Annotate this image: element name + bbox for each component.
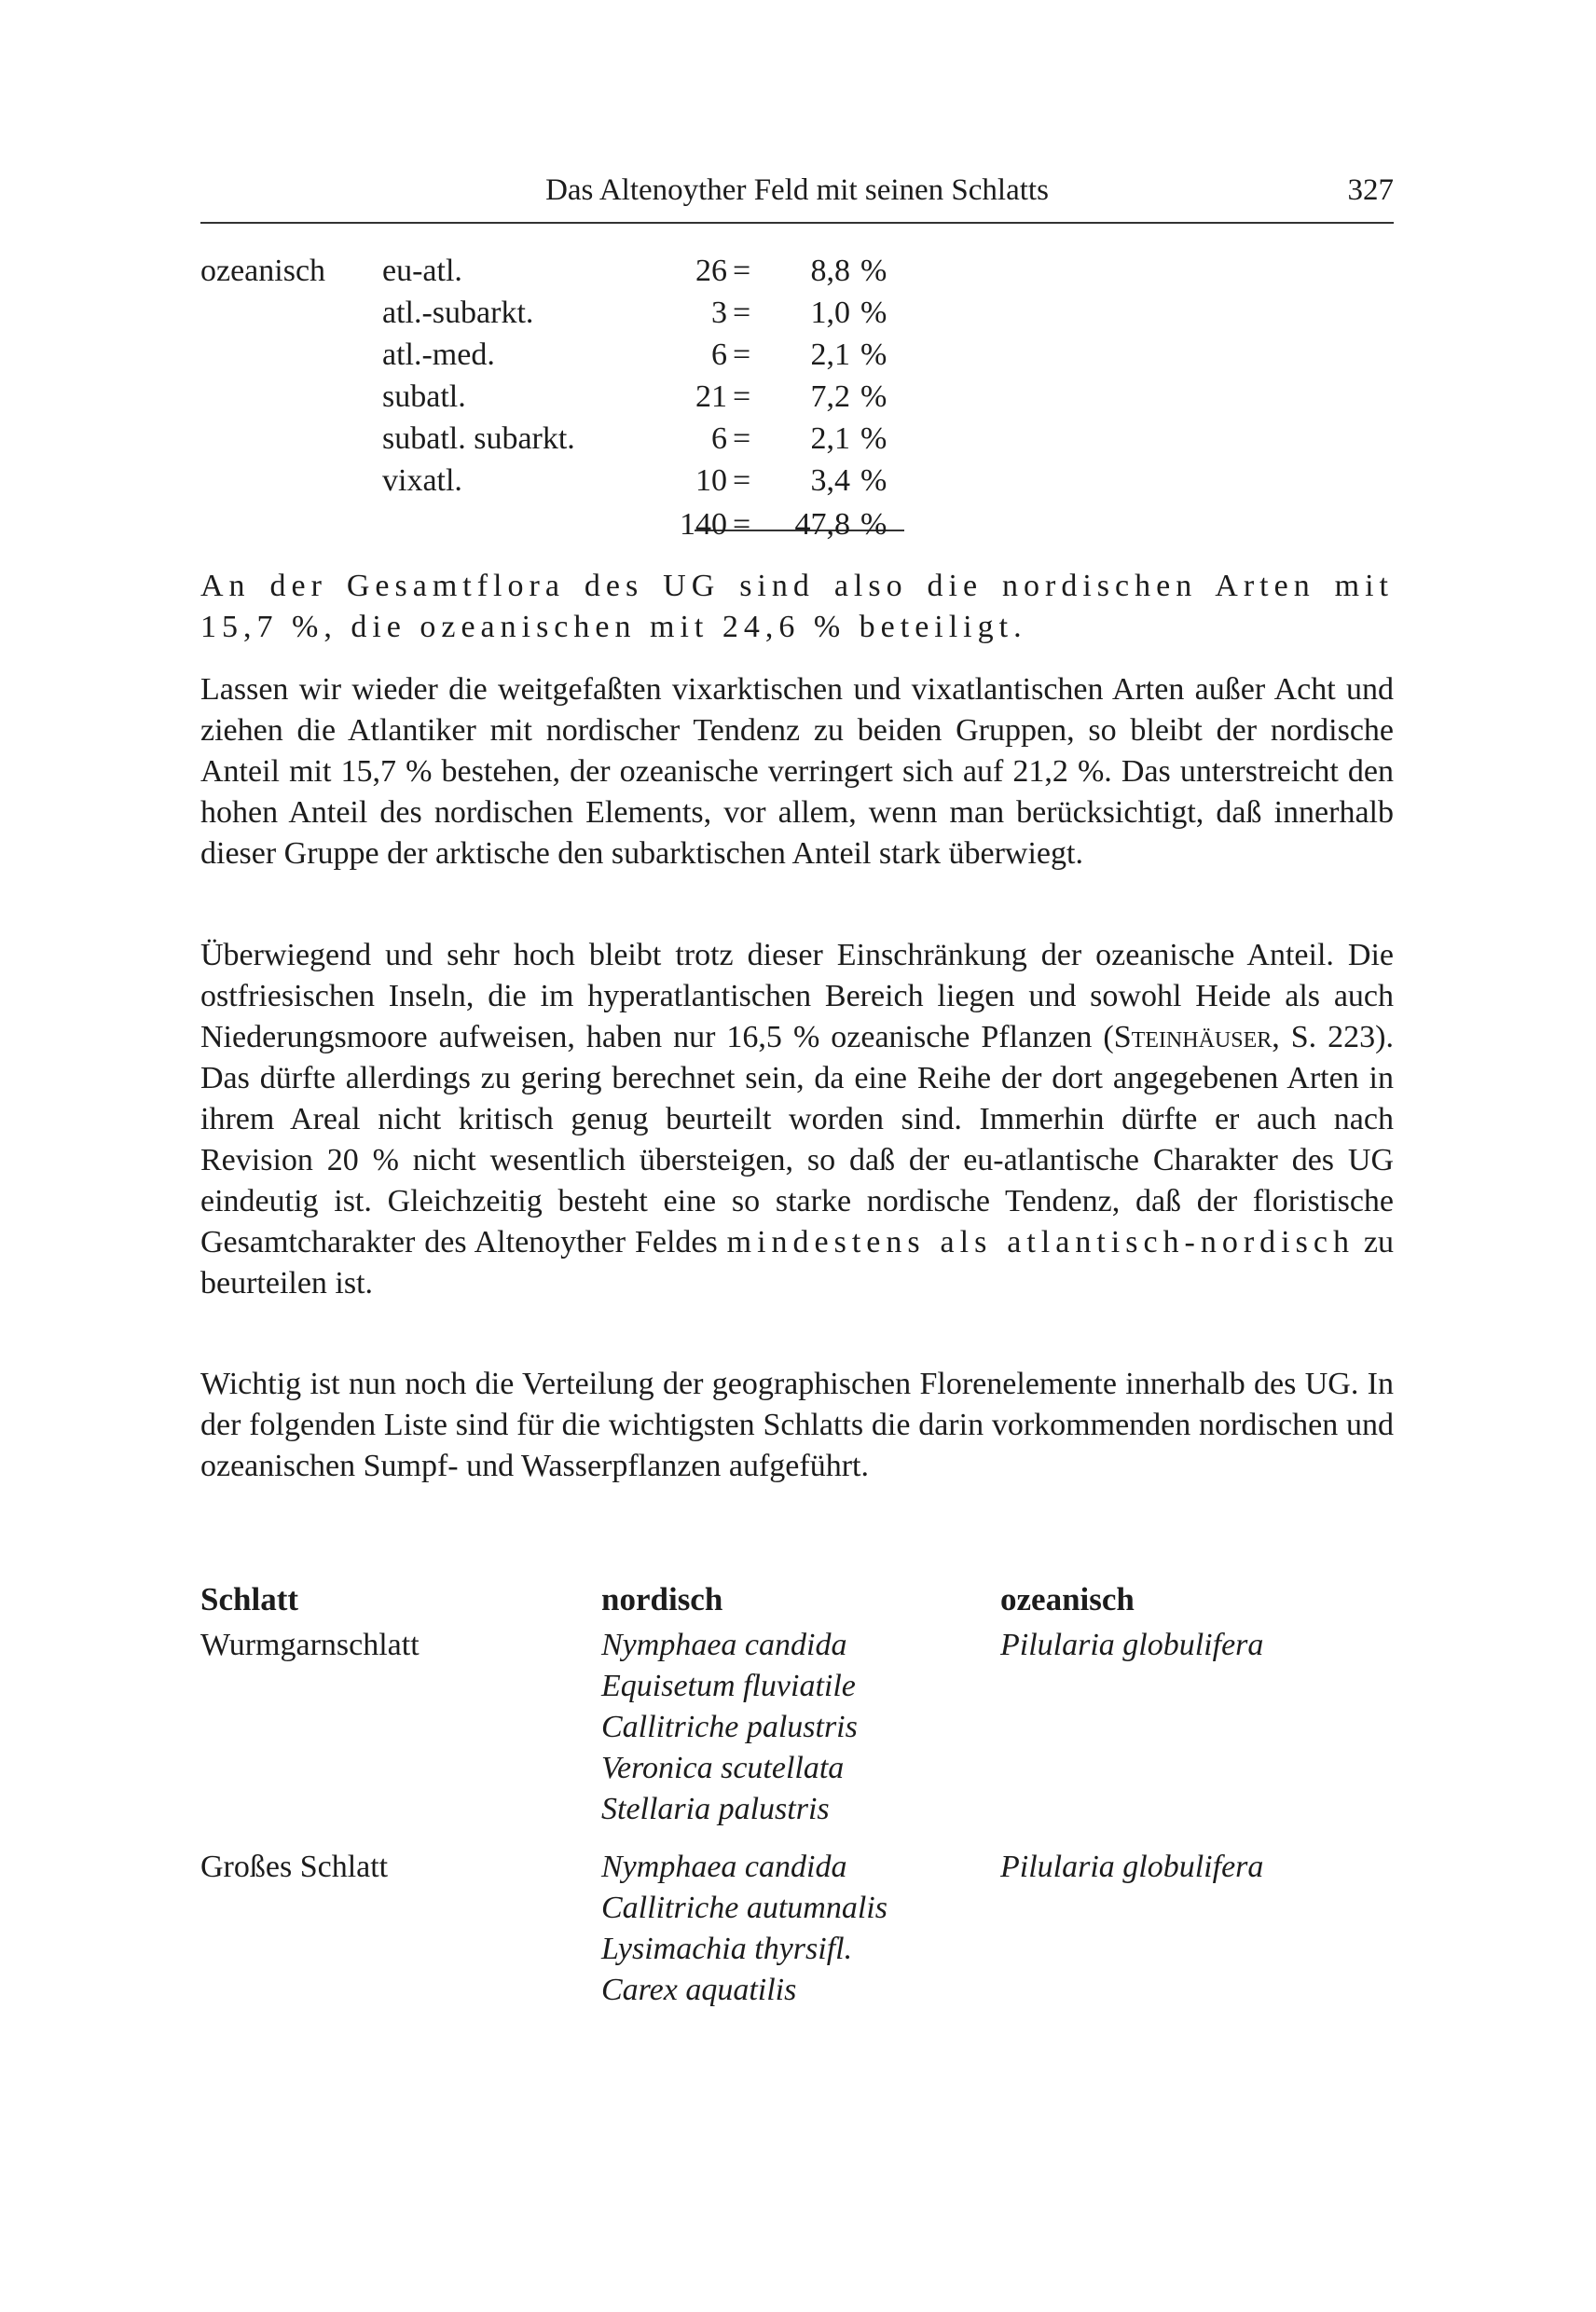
equals-sign: =: [733, 507, 751, 542]
species-name: Callitriche palustris: [601, 1710, 858, 1744]
group-label: ozeanisch: [200, 254, 326, 288]
species-count: 26: [695, 254, 727, 288]
species-name: Nymphaea candida: [601, 1628, 847, 1662]
element-type: vixatl.: [382, 463, 462, 498]
element-type: atl.-subarkt.: [382, 296, 534, 330]
schlatt-name: Wurmgarnschlatt: [200, 1628, 420, 1662]
body-paragraph: [200, 669, 1394, 874]
species-name: Veronica scutellata: [601, 1751, 845, 1785]
paragraph-oceanic-share: [200, 935, 1394, 1304]
percent-sign: %: [860, 379, 887, 414]
species-count: 10: [695, 463, 727, 498]
paragraph-text: Überwiegend und sehr hoch bleibt trotz dieser Einschränkung der ozeanische Anteil. Die ostfriesischen Inseln, die im hyperatlantischen Bereich liegen und sowohl Heide als auch Niederungsmoore aufweisen, haben nur 16,5 % ozeanische Pflanzen (: [200, 938, 1394, 1054]
species-name: Nymphaea candida: [601, 1850, 847, 1884]
species-count: 3: [711, 296, 727, 330]
percent-sign: %: [860, 507, 887, 542]
body-paragraph: [200, 935, 1394, 1304]
element-type: eu-atl.: [382, 254, 462, 288]
percent-sign: %: [860, 254, 887, 288]
schlatt-name: Großes Schlatt: [200, 1850, 389, 1884]
equals-sign: =: [733, 337, 751, 372]
running-head-title: Das Altenoyther Feld mit seinen Schlatts: [545, 173, 1049, 207]
species-name: Stellaria palustris: [601, 1792, 830, 1826]
paragraph-nordic-share: Lassen wir wieder die weitgefaßten vixarktischen und vixatlantischen Arten außer Acht und ziehen die Atlantiker mit nordischer Tendenz zu beiden Gruppen, so bleibt der nordische Anteil mit 15,7 % bestehen, der ozeanische verringert sich auf 21,2 %. Das unterstreicht den hohen Anteil des nordischen Elements, vor allem, wenn man berücksichtigt, daß innerhalb dieser Gruppe der arktische den subarktischen Anteil stark überwiegt.: [200, 672, 1394, 871]
column-header-schlatt: Schlatt: [200, 1581, 298, 1617]
percent-sign: %: [860, 421, 887, 456]
column-header-nordisch: nordisch: [601, 1581, 723, 1617]
body-paragraph: [200, 566, 1394, 648]
species-name: Callitriche autumnalis: [601, 1891, 887, 1925]
species-name: Pilularia globulifera: [1000, 1850, 1264, 1884]
species-count: 6: [711, 337, 727, 372]
header-rule: [200, 222, 1394, 224]
body-paragraph: [200, 1364, 1394, 1487]
percent-value: 2,1: [810, 421, 850, 456]
paragraph-text: , S. 223). Das dürfte allerdings zu gering berechnet sein, da eine Reihe der dort angegebenen Arten in ihrem Areal nicht kritisch genug beurteilt worden sind. Immerhin dürfte er auch nach Revision 20 % nicht wesentlich übersteigen, so daß der eu-atlantische Charakter des UG eindeutig ist. Gleichzeitig besteht eine so starke nordische Tendenz, daß der floristische Gesamtcharakter des Altenoyther Feldes: [200, 1020, 1395, 1259]
equals-sign: =: [733, 379, 751, 414]
page-number: 327: [1347, 173, 1394, 207]
species-count: 21: [695, 379, 727, 414]
total-percent: 47,8: [794, 507, 850, 542]
species-name: Lysimachia thyrsifl.: [601, 1932, 853, 1966]
element-type: subatl. subarkt.: [382, 421, 575, 456]
percent-value: 1,0: [810, 296, 850, 330]
percent-value: 7,2: [810, 379, 850, 414]
species-name: Carex aquatilis: [601, 1973, 797, 2007]
species-count: 6: [711, 421, 727, 456]
species-name: Equisetum fluviatile: [601, 1669, 856, 1703]
species-name: Pilularia globulifera: [1000, 1628, 1264, 1662]
element-type: atl.-med.: [382, 337, 495, 372]
percent-value: 2,1: [810, 337, 850, 372]
percent-value: 3,4: [810, 463, 850, 498]
emphasized-text: mindestens als atlantisch-nordisch: [726, 1225, 1355, 1259]
paragraph-list-intro: Wichtig ist nun noch die Verteilung der geographischen Florenelemente innerhalb des UG. In der folgenden Liste sind für die wichtigsten Schlatts die darin vorkommenden nordischen und ozeanischen Sumpf- und Wasserpflanzen aufgeführt.: [200, 1367, 1394, 1483]
paragraph-summary: An der Gesamtflora des UG sind also die nordischen Arten mit 15,7 %, die ozeanischen mit 24,6 % beteiligt.: [200, 569, 1394, 644]
author-citation: Steinhäuser: [1113, 1020, 1273, 1054]
equals-sign: =: [733, 463, 751, 498]
column-header-ozeanisch: ozeanisch: [1000, 1581, 1135, 1617]
percent-sign: %: [860, 337, 887, 372]
equals-sign: =: [733, 296, 751, 330]
paragraph-text: zu beurteilen ist.: [200, 1225, 1394, 1300]
total-count: 140: [680, 507, 727, 542]
percent-sign: %: [860, 296, 887, 330]
equals-sign: =: [733, 254, 751, 288]
equals-sign: =: [733, 421, 751, 456]
element-type: subatl.: [382, 379, 466, 414]
percent-sign: %: [860, 463, 887, 498]
percent-value: 8,8: [810, 254, 850, 288]
